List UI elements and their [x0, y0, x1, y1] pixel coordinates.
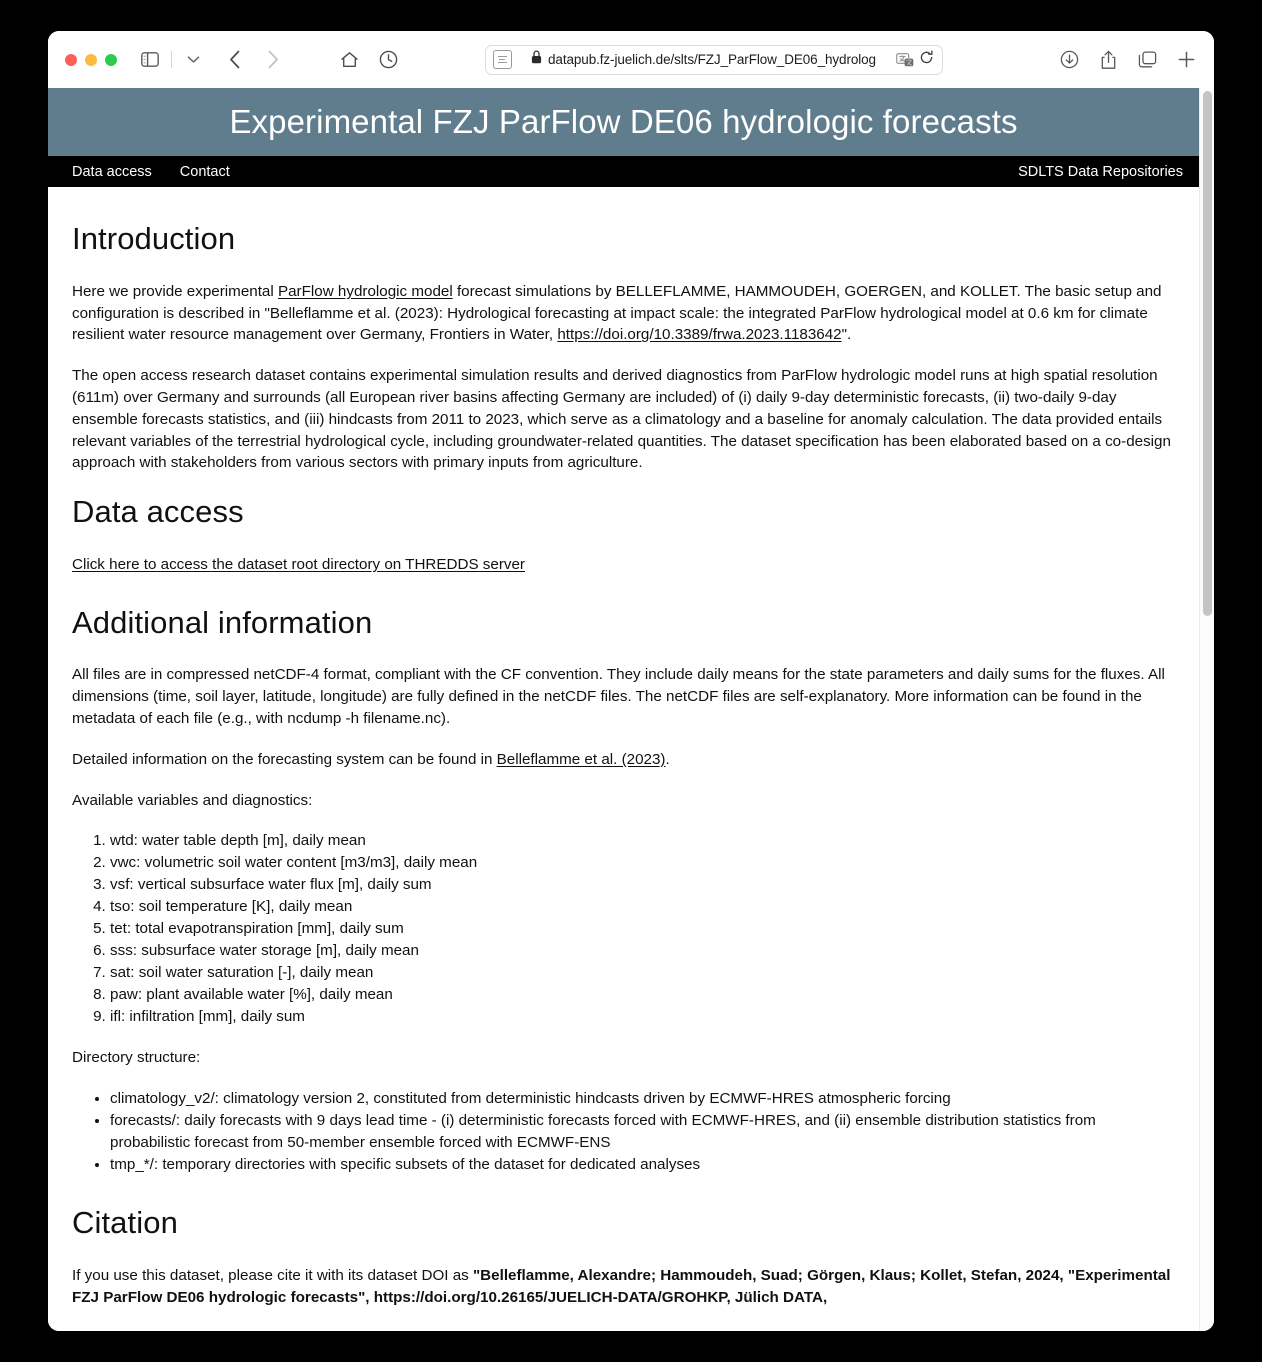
citation-pre: If you use this dataset, please cite it with its dataset DOI as — [72, 1266, 473, 1284]
additional-paragraph-2 — [72, 749, 1175, 771]
list-item: 3. vsf: vertical subsurface water flux [m], daily sum — [110, 874, 1175, 896]
url-text: datapub.fz-juelich.de/slts/FZJ_ParFlow_DE06_hydrolog — [548, 52, 876, 67]
variables-intro: Available variables and diagnostics: — [72, 791, 313, 809]
download-icon[interactable] — [1055, 46, 1083, 74]
lock-icon — [531, 50, 542, 69]
heading-data-access: Data access — [72, 494, 244, 530]
intro-paragraph-2: The open access research dataset contains experimental simulation results and derived diagnostics from ParFlow hydrologic model runs at high spatial resolution (611m) over Germany and surrounds (all European river basins affecting Germany are included) of (i) daily 9-day deterministic forecasts, (ii) two-daily 9-day ensemble forecasts statistics, and (iii) hindcasts from 2011 to 2023, which serve as a climatology and a baseline for anomaly calculation. The data provided entails relevant variables of the terrestrial hydrological cycle, including groundwater-related quantities. The dataset specification has been elaborated based on a co-design approach with stakeholders from various sectors with primary inputs from agriculture. — [72, 367, 1171, 472]
translate-icon[interactable] — [896, 53, 913, 67]
history-clock-icon[interactable] — [374, 46, 402, 74]
page-content — [48, 187, 1199, 1309]
directory-list — [72, 1088, 1175, 1176]
site-banner — [48, 88, 1199, 156]
thredds-server-link[interactable]: Click here to access the dataset root directory on THREDDS server — [72, 555, 525, 573]
page-title: Experimental FZJ ParFlow DE06 hydrologic forecasts — [229, 103, 1018, 140]
list-item: 4. tso: soil temperature [K], daily mean — [110, 896, 1175, 918]
close-window-button[interactable] — [65, 54, 77, 66]
list-item: • forecasts/: daily forecasts with 9 days lead time - (i) deterministic forecasts forced with ECMWF-HRES, and (ii) ensemble distribution statistics from probabilistic forecast from 50-member ensemble forced with ECMWF-ENS — [110, 1110, 1175, 1154]
list-item: 7. sat: soil water saturation [-], daily mean — [110, 962, 1175, 984]
list-item: 1. wtd: water table depth [m], daily mean — [110, 830, 1175, 852]
variables-list — [72, 830, 1175, 1028]
additional-p2-pre: Detailed information on the forecasting system can be found in — [72, 750, 497, 768]
data-access-paragraph — [72, 554, 1175, 576]
citation-paragraph — [72, 1265, 1175, 1309]
tabs-icon[interactable] — [1133, 46, 1161, 74]
belleflamme-2023-link[interactable]: Belleflamme et al. (2023) — [496, 750, 666, 768]
parflow-model-link[interactable]: ParFlow hydrologic model — [277, 282, 453, 300]
nav-item-data-access[interactable]: Data access — [72, 163, 152, 180]
site-navbar — [48, 156, 1199, 187]
toolbar-divider — [171, 51, 172, 68]
list-item: 6. sss: subsurface water storage [m], daily mean — [110, 940, 1175, 962]
list-item: 8. paw: plant available water [%], daily mean — [110, 984, 1175, 1006]
minimize-window-button[interactable] — [85, 54, 97, 66]
directory-intro: Directory structure: — [72, 1049, 201, 1067]
sidebar-toggle-icon[interactable] — [136, 46, 164, 74]
intro-p1-pre: Here we provide experimental — [72, 282, 278, 300]
list-item: 5. tet: total evapotranspiration [mm], daily sum — [110, 918, 1175, 940]
scrollbar-thumb[interactable] — [1203, 91, 1212, 616]
page-scrollbar[interactable] — [1199, 88, 1214, 1331]
reader-view-icon[interactable] — [493, 50, 512, 69]
new-tab-icon[interactable] — [1172, 46, 1200, 74]
reload-icon[interactable] — [919, 50, 934, 70]
share-icon[interactable] — [1094, 46, 1122, 74]
nav-right-label: SDLTS Data Repositories — [1018, 163, 1183, 180]
window-controls — [65, 54, 117, 66]
intro-p1-mid: forecast simulations by BELLEFLAMME, HAMMOUDEH, GOERGEN, and KOLLET. The basic setup and configuration is described in "Belleflamme et al. (2023): Hydrological forecasting at impact scale: the integrated ParFlow hydrological model at 0.6 km for climate resilient water resource management over Germany, Frontiers in Water, — [72, 282, 1162, 344]
page-viewport — [48, 88, 1214, 1331]
heading-citation: Citation — [72, 1205, 178, 1241]
svg-text:文: 文 — [905, 59, 912, 67]
back-arrow-icon[interactable] — [221, 46, 249, 74]
list-item: 2. vwc: volumetric soil water content [m3/m3], daily mean — [110, 852, 1175, 874]
maximize-window-button[interactable] — [105, 54, 117, 66]
heading-additional-information: Additional information — [72, 604, 373, 640]
list-item: • climatology_v2/: climatology version 2, constituted from deterministic hindcasts driven by ECMWF-HRES atmospheric forcing — [110, 1088, 1175, 1110]
additional-paragraph-1: All files are in compressed netCDF-4 format, compliant with the CF convention. They include daily means for the state parameters and daily sums for the fluxes. All dimensions (time, soil layer, latitude, longitude) are fully defined in the netCDF files. The netCDF files are self-explanatory. More information can be found in the metadata of each file (e.g., with ncdump -h filename.nc). — [72, 666, 1165, 728]
browser-window — [48, 31, 1214, 1331]
additional-p2-post: . — [665, 750, 670, 768]
frontiers-doi-link[interactable]: https://doi.org/10.3389/frwa.2023.1183642 — [557, 326, 842, 344]
forward-arrow-icon[interactable] — [259, 46, 287, 74]
web-page — [48, 88, 1199, 1331]
list-item: • tmp_*/: temporary directories with specific subsets of the dataset for dedicated analyses — [110, 1154, 1175, 1176]
address-bar[interactable] — [485, 45, 943, 75]
chevron-down-icon[interactable] — [179, 46, 207, 74]
nav-item-contact[interactable]: Contact — [179, 163, 230, 180]
intro-p1-post: ". — [841, 326, 852, 344]
browser-toolbar — [48, 31, 1214, 88]
list-item: 9. ifl: infiltration [mm], daily sum — [110, 1006, 1175, 1028]
citation-bold: "Belleflamme, Alexandre; Hammoudeh, Suad; Görgen, Klaus; Kollet, Stefan, 2024, "Experimental FZJ ParFlow DE06 hydrologic forecasts", https://doi.org/10.26165/JUELICH-DATA/GROHKP, Jülich DATA, — [72, 1266, 1171, 1306]
home-icon[interactable] — [335, 46, 363, 74]
intro-paragraph-1 — [72, 281, 1175, 346]
heading-introduction: Introduction — [72, 221, 236, 256]
